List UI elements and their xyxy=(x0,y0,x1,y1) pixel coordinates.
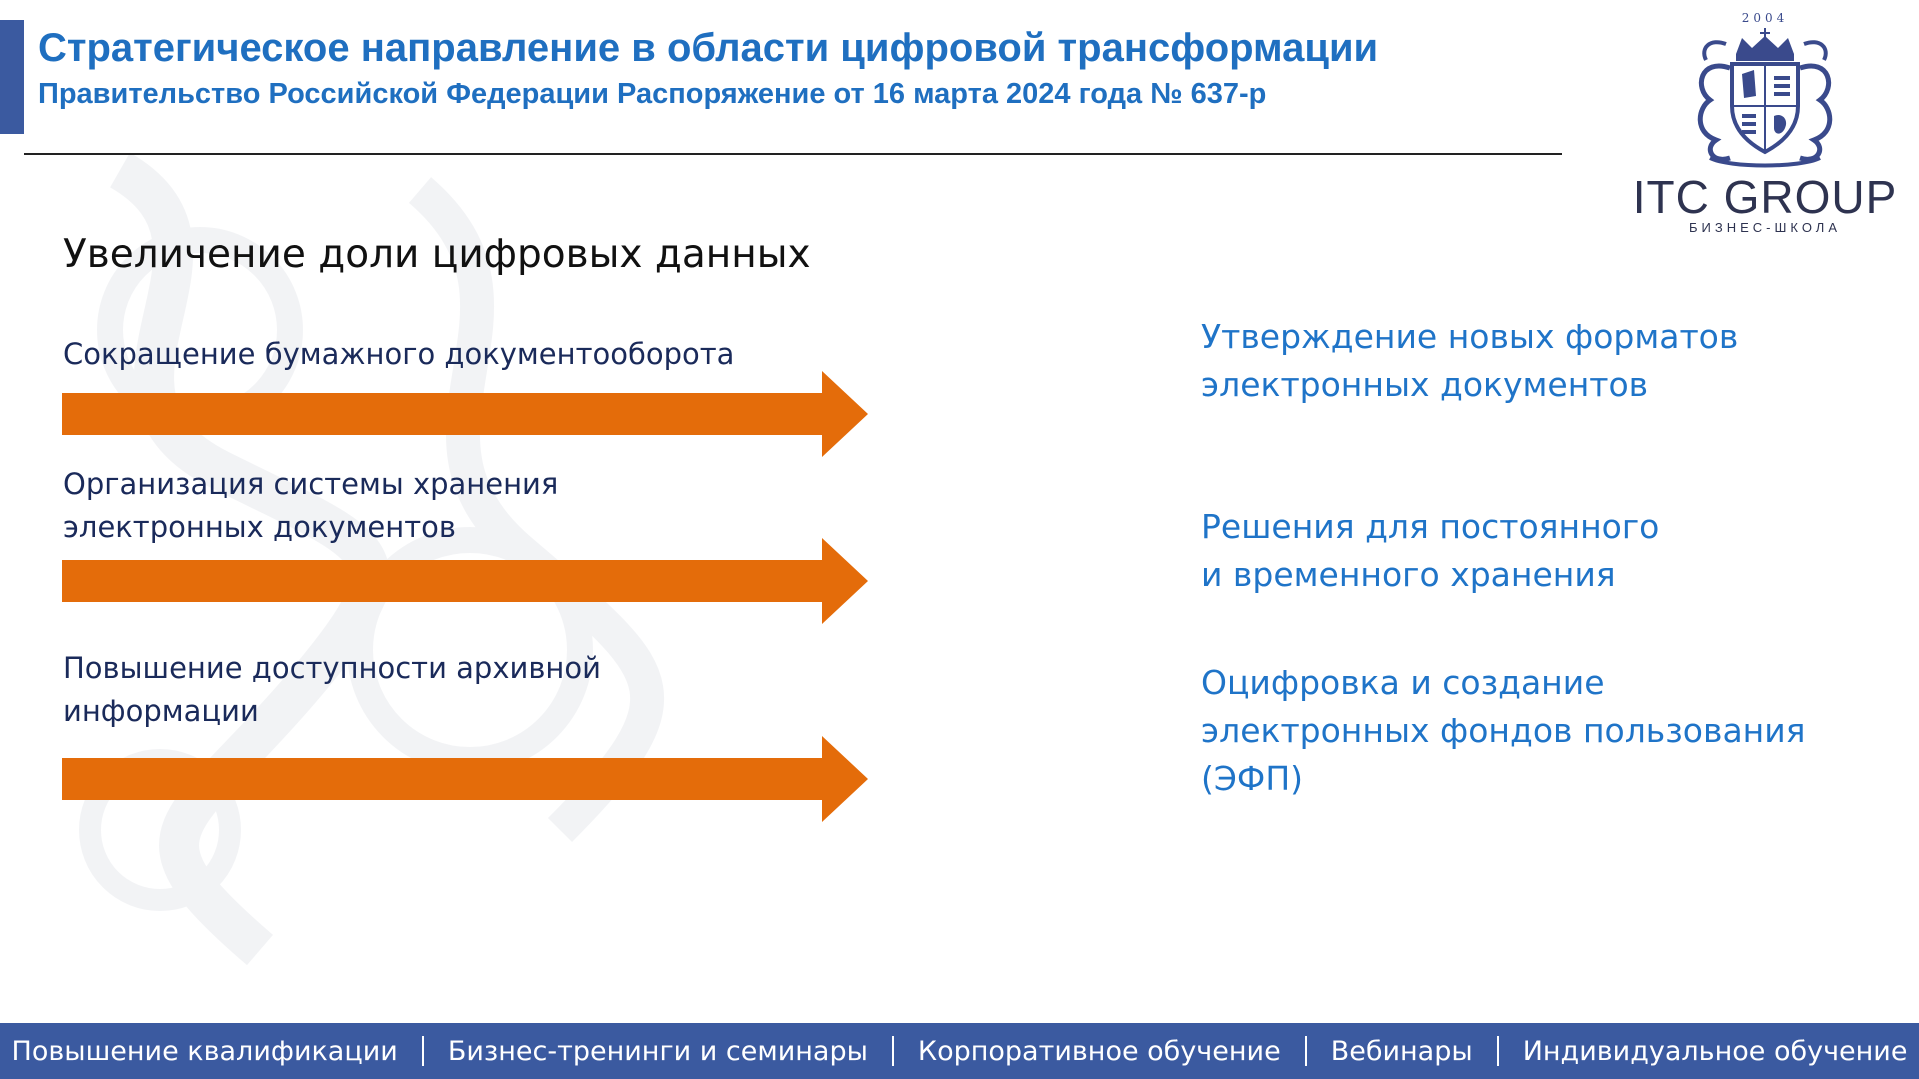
footer-separator xyxy=(422,1036,424,1066)
footer-item-corporate[interactable]: Корпоративное обучение xyxy=(917,1035,1281,1067)
orange-arrow-1 xyxy=(62,371,868,457)
itc-group-logo xyxy=(1630,8,1900,238)
footer-separator xyxy=(1305,1036,1307,1066)
logo-year: 2004 xyxy=(1741,11,1789,25)
footer-separator xyxy=(892,1036,894,1066)
section-heading: Увеличение доли цифровых данных xyxy=(63,232,811,277)
orange-arrow-2 xyxy=(62,538,868,624)
logo-name: ITC GROUP xyxy=(1632,171,1898,223)
crest-icon xyxy=(1670,8,1860,168)
item-label-2: Организация системы хранения электронных документов xyxy=(63,467,559,544)
header-accent-bar xyxy=(0,20,24,134)
item-label-1: Сокращение бумажного документооборота xyxy=(63,337,735,371)
logo-tagline: БИЗНЕС-ШКОЛА xyxy=(1688,220,1841,235)
orange-arrow-3 xyxy=(62,736,868,822)
header-divider xyxy=(24,153,1562,155)
footer-bar xyxy=(0,1023,1919,1079)
footer-separator xyxy=(1497,1036,1499,1066)
result-text-2: Решения для постоянного и временного хранения xyxy=(1201,507,1660,594)
footer-item-individual[interactable]: Индивидуальное обучение xyxy=(1522,1035,1908,1067)
page-subtitle: Правительство Российской Федерации Распоряжение от 16 марта 2024 года № 637-р xyxy=(38,78,1267,110)
result-text-1: Утверждение новых форматов электронных документов xyxy=(1201,317,1739,404)
footer-item-qualification[interactable]: Повышение квалификации xyxy=(11,1035,398,1067)
footer-item-webinars[interactable]: Вебинары xyxy=(1330,1035,1473,1067)
footer-item-trainings[interactable]: Бизнес-тренинги и семинары xyxy=(447,1035,868,1067)
item-label-3: Повышение доступности архивной информации xyxy=(63,651,601,728)
result-text-3: Оцифровка и создание электронных фондов пользования (ЭФП) xyxy=(1201,663,1806,798)
page-title: Стратегическое направление в области цифровой трансформации xyxy=(38,26,1379,70)
